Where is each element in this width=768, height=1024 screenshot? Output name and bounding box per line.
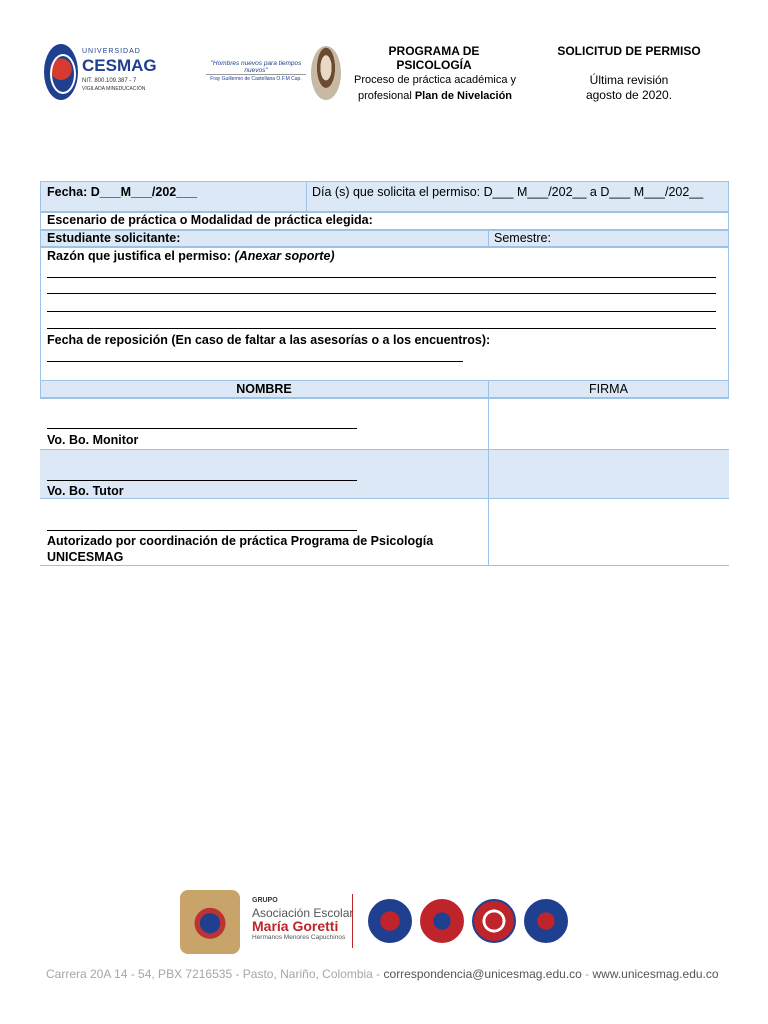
scenario-field[interactable]: Escenario de práctica o Modalidad de práctica elegida: xyxy=(47,213,373,227)
form-bottom-line xyxy=(40,565,729,566)
date-field[interactable]: Fecha: D___M___/202___ xyxy=(47,185,198,199)
process-description xyxy=(350,72,520,104)
footer-group-name: Asociación Escolar xyxy=(252,906,354,920)
footer-group-sub: Hermanos Menores Capuchinos xyxy=(252,934,346,941)
tutor-signature-cell[interactable] xyxy=(489,450,728,498)
motto: "Hombres nuevos para tiempos nuevos" xyxy=(210,60,302,74)
process-line2-prefix: profesional xyxy=(357,90,415,102)
coordination-signature-cell[interactable] xyxy=(489,500,728,565)
revision-line1: Última revisión xyxy=(589,73,669,87)
motto-author: Fray Guillermo de Castellana O.F.M Cap. xyxy=(206,74,306,82)
footer-group-small: GRUPO xyxy=(252,897,278,904)
address-text: Carrera 20A 14 - 54, PBX 7216535 - Pasto, Nariño, Colombia - xyxy=(46,967,384,981)
reason-line-2[interactable] xyxy=(47,293,716,294)
school-seal-3-icon xyxy=(472,899,516,943)
program-title: PROGRAMA DE PSICOLOGÍA xyxy=(388,44,480,72)
logo-accreditation: VIGILADA MINEDUCACIÓN xyxy=(82,86,146,92)
reason-field[interactable] xyxy=(47,249,335,263)
signature-column-header: FIRMA xyxy=(589,382,628,396)
monitor-name-line[interactable] xyxy=(47,428,357,429)
tutor-name-line[interactable] xyxy=(47,480,357,481)
process-line1: Proceso de práctica académica y xyxy=(353,74,517,86)
reason-label: Razón que justifica el permiso: xyxy=(47,249,235,263)
monitor-approval-label: Vo. Bo. Monitor xyxy=(47,433,139,447)
logo-nit: NIT. 800.109.387 - 7 xyxy=(82,78,137,84)
school-seal-4-icon xyxy=(524,899,568,943)
days-requested-field[interactable]: Día (s) que solicita el permiso: D___ M___/202__ a D___ M___/202__ xyxy=(312,185,704,199)
reason-line-3[interactable] xyxy=(47,311,716,312)
name-column-header: NOMBRE xyxy=(236,382,292,396)
footer-web-sep: - xyxy=(581,967,593,981)
cesmag-seal-footer-icon xyxy=(368,899,412,943)
process-line2-bold: Plan de Nivelación xyxy=(414,90,513,102)
semester-field[interactable]: Semestre: xyxy=(494,231,551,245)
student-field[interactable]: Estudiante solicitante: xyxy=(47,231,181,245)
revision-line2: agosto de 2020. xyxy=(585,88,673,102)
date-row-divider xyxy=(306,181,307,212)
coordination-name-line[interactable] xyxy=(47,530,357,531)
revision-info xyxy=(556,73,702,103)
coordination-approval-label-1: Autorizado por coordinación de práctica Programa de Psicología xyxy=(47,534,434,548)
monitor-signature-cell[interactable] xyxy=(489,399,728,448)
request-title: SOLICITUD DE PERMISO xyxy=(557,44,701,58)
logo-university-label: UNIVERSIDAD xyxy=(82,48,141,55)
maria-goretti-crest-icon xyxy=(180,890,240,954)
footer-separator xyxy=(352,894,353,948)
footer-address xyxy=(46,967,719,981)
logo-name: CESMAG xyxy=(82,56,157,75)
cesmag-seal-icon xyxy=(44,44,78,100)
founder-portrait-icon xyxy=(311,46,341,100)
replacement-date-field[interactable]: Fecha de reposición (En caso de faltar a las asesorías o a los encuentros): xyxy=(47,333,491,347)
footer-email-link[interactable]: correspondencia@unicesmag.edu.co xyxy=(383,967,582,981)
footer-web-link[interactable]: www.unicesmag.edu.co xyxy=(592,967,719,981)
reason-line-4[interactable] xyxy=(47,328,716,329)
school-seal-2-icon xyxy=(420,899,464,943)
student-row-divider xyxy=(488,230,489,247)
replacement-date-line[interactable] xyxy=(47,361,463,362)
coordination-approval-label-2: UNICESMAG xyxy=(47,550,124,564)
reason-line-1[interactable] xyxy=(47,277,716,278)
footer-group-name-bold: María Goretti xyxy=(252,918,339,934)
tutor-approval-label: Vo. Bo. Tutor xyxy=(47,484,124,498)
reason-note: (Anexar soporte) xyxy=(234,249,335,263)
